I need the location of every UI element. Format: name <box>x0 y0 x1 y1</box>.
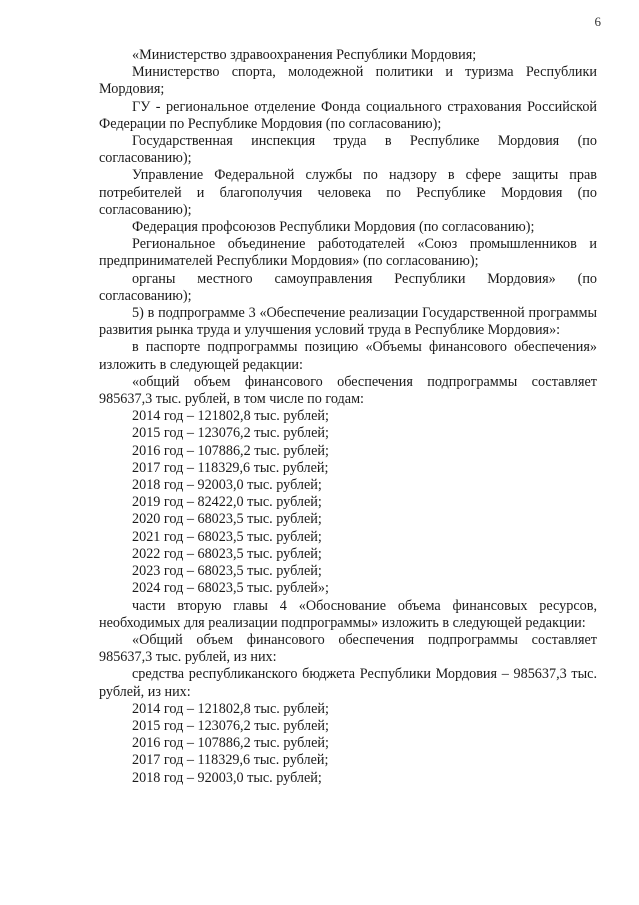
paragraph: «Министерство здравоохранения Республики Мордовия; <box>132 47 477 63</box>
year-line: 2019 год – 82422,0 тыс. рублей; <box>132 494 322 511</box>
paragraph: Государственная инспекция труда в Республике Мордовия (по согласованию); <box>99 133 597 167</box>
year-line: 2018 год – 92003,0 тыс. рублей; <box>132 477 322 494</box>
years-list-2 <box>99 701 597 787</box>
paragraph: «Общий объем финансового обеспечения подпрограммы составляет 985637,3 тыс. рублей, из них: <box>99 631 597 666</box>
paragraph: Управление Федеральной службы по надзору в сфере защиты прав потребителей и благополучия человека по Республике Мордовия (по согласованию); <box>99 167 597 218</box>
year-line: 2014 год – 121802,8 тыс. рублей; <box>132 408 329 425</box>
paragraph: в паспорте подпрограммы позицию «Объемы финансового обеспечения» изложить в следующей редакции: <box>99 339 597 373</box>
year-line: 2018 год – 92003,0 тыс. рублей; <box>132 769 322 786</box>
paragraph: Министерство спорта, молодежной политики и туризма Республики Мордовия; <box>99 64 597 98</box>
paragraph: «общий объем финансового обеспечения подпрограммы составляет 985637,3 тыс. рублей, в том числе по годам: <box>99 373 597 408</box>
year-line: 2023 год – 68023,5 тыс. рублей; <box>132 563 322 580</box>
page-number: 6 <box>594 14 601 29</box>
document-body <box>99 47 597 787</box>
year-line: 2016 год – 107886,2 тыс. рублей; <box>132 735 329 752</box>
year-line: 2022 год – 68023,5 тыс. рублей; <box>132 545 322 562</box>
paragraph: ГУ - региональное отделение Фонда социального страхования Российской Федерации по Республике Мордовия (по согласованию); <box>99 98 597 132</box>
year-line: 2016 год – 107886,2 тыс. рублей; <box>132 442 329 459</box>
paragraph: части вторую главы 4 «Обоснование объема финансовых ресурсов, необходимых для реализации подпрограммы» изложить в следующей редакции: <box>99 597 597 631</box>
year-line: 2024 год – 68023,5 тыс. рублей»; <box>132 580 329 597</box>
year-line: 2020 год – 68023,5 тыс. рублей; <box>132 511 322 528</box>
paragraph: органы местного самоуправления Республики Мордовия» (по согласованию); <box>99 270 597 304</box>
year-line: 2015 год – 123076,2 тыс. рублей; <box>132 717 329 734</box>
paragraph: 5) в подпрограмме 3 «Обеспечение реализации Государственной программы развития рынка труда и улучшения условий труда в Республике Мордовия»: <box>99 305 597 339</box>
paragraph: Федерация профсоюзов Республики Мордовия (по согласованию); <box>132 219 535 236</box>
year-line: 2015 год – 123076,2 тыс. рублей; <box>132 425 329 442</box>
year-line: 2021 год – 68023,5 тыс. рублей; <box>132 528 322 545</box>
year-line: 2014 год – 121802,8 тыс. рублей; <box>132 700 329 717</box>
paragraph: Региональное объединение работодателей «Союз промышленников и предпринимателей Республики Мордовия» (по согласованию); <box>99 236 597 270</box>
paragraph: средства республиканского бюджета Республики Мордовия – 985637,3 тыс. рублей, из них: <box>99 666 597 700</box>
year-line: 2017 год – 118329,6 тыс. рублей; <box>132 459 329 476</box>
year-line: 2017 год – 118329,6 тыс. рублей; <box>132 752 329 769</box>
years-list-1 <box>99 408 597 597</box>
